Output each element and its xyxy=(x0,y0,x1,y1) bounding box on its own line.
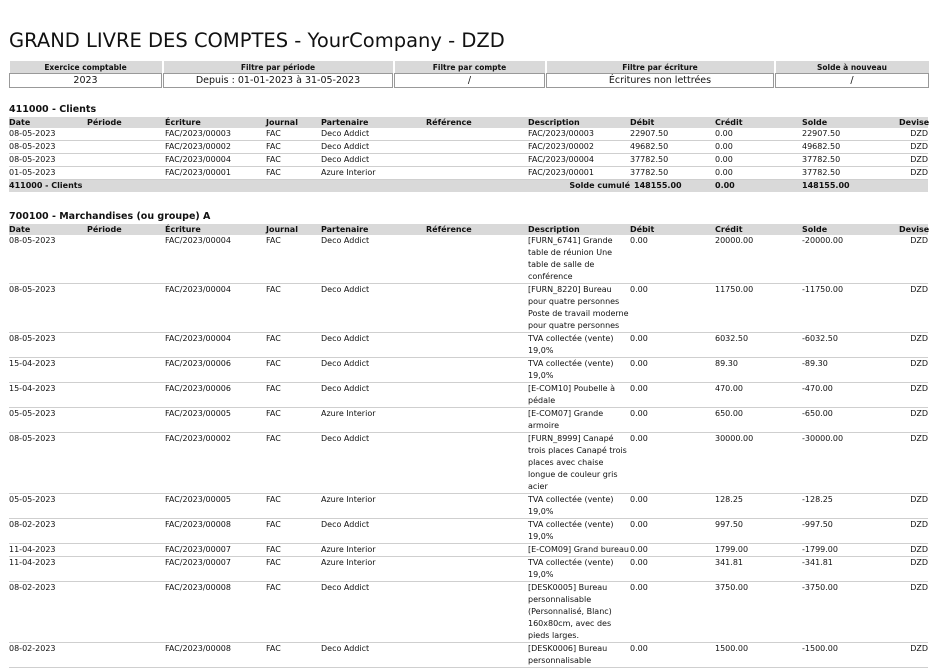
cell-period xyxy=(87,333,165,358)
cell-partner: Deco Addict xyxy=(321,141,426,154)
table-row xyxy=(9,154,928,167)
cell-currency: DZD xyxy=(899,557,928,582)
cell-entry: FAC/2023/00001 xyxy=(165,167,266,180)
cell-desc: [E-COM09] Grand bureau xyxy=(528,544,630,557)
cell-partner: Deco Addict xyxy=(321,582,426,643)
cell-currency: DZD xyxy=(899,167,928,180)
cell-debit: 0.00 xyxy=(630,284,715,333)
column-header-debit: Débit xyxy=(630,117,715,128)
cell-journal: FAC xyxy=(266,284,321,333)
cell-balance: -128.25 xyxy=(802,494,899,519)
table-row xyxy=(9,494,928,519)
cell-credit: 0.00 xyxy=(715,167,802,180)
cell-entry: FAC/2023/00004 xyxy=(165,235,266,284)
cell-entry: FAC/2023/00006 xyxy=(165,358,266,383)
cell-journal: FAC xyxy=(266,433,321,494)
cell-desc: [DESK0006] Bureau personnalisable xyxy=(528,643,630,668)
column-header-currency: Devise xyxy=(899,225,930,234)
table-row xyxy=(9,235,928,284)
cell-period xyxy=(87,167,165,180)
cell-desc: TVA collectée (vente) 19,0% xyxy=(528,519,630,544)
cell-currency: DZD xyxy=(899,358,928,383)
cell-journal: FAC xyxy=(266,167,321,180)
cell-credit: 6032.50 xyxy=(715,333,802,358)
cell-credit: 11750.00 xyxy=(715,284,802,333)
cell-credit: 470.00 xyxy=(715,383,802,408)
cell-currency: DZD xyxy=(899,154,928,167)
cell-desc: [E-COM07] Grande armoire xyxy=(528,408,630,433)
column-header-desc: Description xyxy=(528,117,630,128)
cell-partner: Deco Addict xyxy=(321,128,426,141)
cell-partner: Azure Interior xyxy=(321,557,426,582)
cell-partner: Azure Interior xyxy=(321,408,426,433)
column-header-date: Date xyxy=(9,224,87,235)
cell-ref xyxy=(426,557,528,582)
filter-value-fiscal-year: 2023 xyxy=(10,74,162,88)
cell-desc: TVA collectée (vente) 19,0% xyxy=(528,358,630,383)
total-balance: 148155.00 xyxy=(802,180,899,193)
cell-balance: -11750.00 xyxy=(802,284,899,333)
table-row xyxy=(9,284,928,333)
cell-currency: DZD xyxy=(899,235,928,284)
table-row xyxy=(9,557,928,582)
cell-debit: 0.00 xyxy=(630,544,715,557)
total-debit: 148155.00 xyxy=(630,180,715,193)
cell-debit: 0.00 xyxy=(630,557,715,582)
filter-value-entry: Écritures non lettrées xyxy=(547,74,774,88)
cell-date: 08-05-2023 xyxy=(9,128,87,141)
cell-balance: -470.00 xyxy=(802,383,899,408)
table-row xyxy=(9,141,928,154)
cell-balance: -341.81 xyxy=(802,557,899,582)
cell-ref xyxy=(426,167,528,180)
cell-desc: [DESK0005] Bureau personnalisable (Personnalisé, Blanc) 160x80cm, avec des pieds larges. xyxy=(528,582,630,643)
cell-desc: FAC/2023/00001 xyxy=(528,167,630,180)
cell-debit: 0.00 xyxy=(630,408,715,433)
filter-value-opening-balance: / xyxy=(776,74,929,88)
cell-debit: 0.00 xyxy=(630,519,715,544)
cell-currency: DZD xyxy=(899,519,928,544)
filter-value-account: / xyxy=(395,74,545,88)
cell-date: 08-05-2023 xyxy=(9,235,87,284)
cell-partner: Deco Addict xyxy=(321,643,426,668)
cell-debit: 0.00 xyxy=(630,494,715,519)
column-header-partner: Partenaire xyxy=(321,224,426,235)
total-row xyxy=(9,180,928,193)
cell-balance: 37782.50 xyxy=(802,167,899,180)
cell-debit: 49682.50 xyxy=(630,141,715,154)
cell-partner: Deco Addict xyxy=(321,333,426,358)
cell-partner: Deco Addict xyxy=(321,433,426,494)
cell-period xyxy=(87,383,165,408)
column-header-currency: Devise xyxy=(899,118,930,127)
cell-date: 15-04-2023 xyxy=(9,358,87,383)
cell-desc: [FURN_6741] Grande table de réunion Une table de salle de conférence xyxy=(528,235,630,284)
cell-currency: DZD xyxy=(899,433,928,494)
cell-balance: -1500.00 xyxy=(802,643,899,668)
cell-credit: 20000.00 xyxy=(715,235,802,284)
cell-journal: FAC xyxy=(266,383,321,408)
cell-entry: FAC/2023/00003 xyxy=(165,128,266,141)
cell-period xyxy=(87,408,165,433)
cell-desc: FAC/2023/00003 xyxy=(528,128,630,141)
section-title: 411000 - Clients xyxy=(9,104,97,115)
column-header-period: Période xyxy=(87,224,165,235)
column-header-credit: Crédit xyxy=(715,224,802,235)
cell-period xyxy=(87,235,165,284)
total-label: 411000 - Clients xyxy=(9,180,528,193)
cell-entry: FAC/2023/00007 xyxy=(165,557,266,582)
cell-ref xyxy=(426,643,528,668)
cell-period xyxy=(87,128,165,141)
cell-ref xyxy=(426,544,528,557)
cell-date: 08-05-2023 xyxy=(9,284,87,333)
cell-date: 15-04-2023 xyxy=(9,383,87,408)
cell-journal: FAC xyxy=(266,494,321,519)
cell-journal: FAC xyxy=(266,141,321,154)
table-row xyxy=(9,358,928,383)
cell-entry: FAC/2023/00005 xyxy=(165,408,266,433)
report-title: GRAND LIVRE DES COMPTES - YourCompany - DZD xyxy=(9,29,505,52)
cell-journal: FAC xyxy=(266,582,321,643)
cell-period xyxy=(87,433,165,494)
column-header-date: Date xyxy=(9,117,87,128)
cell-desc: [FURN_8220] Bureau pour quatre personnes Poste de travail moderne pour quatre personnes xyxy=(528,284,630,333)
cell-entry: FAC/2023/00004 xyxy=(165,284,266,333)
cell-date: 08-02-2023 xyxy=(9,643,87,668)
table-row xyxy=(9,167,928,180)
cell-balance: -89.30 xyxy=(802,358,899,383)
column-header-debit: Débit xyxy=(630,224,715,235)
cell-period xyxy=(87,519,165,544)
cell-credit: 341.81 xyxy=(715,557,802,582)
cell-ref xyxy=(426,284,528,333)
cell-ref xyxy=(426,141,528,154)
cell-ref xyxy=(426,358,528,383)
table-row xyxy=(9,433,928,494)
cell-ref xyxy=(426,333,528,358)
column-header-ref: Référence xyxy=(426,117,528,128)
filter-header-entry: Filtre par écriture xyxy=(547,61,774,74)
cell-currency: DZD xyxy=(899,333,928,358)
cell-debit: 0.00 xyxy=(630,433,715,494)
cell-credit: 1799.00 xyxy=(715,544,802,557)
cell-entry: FAC/2023/00004 xyxy=(165,154,266,167)
table-row xyxy=(9,408,928,433)
filter-header-opening-balance: Solde à nouveau xyxy=(776,61,929,74)
cell-currency: DZD xyxy=(899,284,928,333)
table-header-row xyxy=(9,117,928,128)
cell-desc: [FURN_8999] Canapé trois places Canapé trois places avec chaise longue de couleur gris acier xyxy=(528,433,630,494)
total-cumul-label: Solde cumulé xyxy=(528,180,630,193)
cell-debit: 0.00 xyxy=(630,358,715,383)
filter-header-fiscal-year: Exercice comptable xyxy=(10,61,162,74)
filter-header-period: Filtre par période xyxy=(164,61,393,74)
column-header-balance: Solde xyxy=(802,117,899,128)
total-empty xyxy=(899,180,928,193)
cell-desc: TVA collectée (vente) 19,0% xyxy=(528,494,630,519)
cell-debit: 37782.50 xyxy=(630,167,715,180)
cell-balance: 22907.50 xyxy=(802,128,899,141)
cell-balance: -997.50 xyxy=(802,519,899,544)
table-row xyxy=(9,383,928,408)
cell-partner: Azure Interior xyxy=(321,494,426,519)
cell-date: 05-05-2023 xyxy=(9,408,87,433)
cell-ref xyxy=(426,154,528,167)
cell-entry: FAC/2023/00002 xyxy=(165,433,266,494)
cell-credit: 128.25 xyxy=(715,494,802,519)
cell-date: 05-05-2023 xyxy=(9,494,87,519)
cell-balance: -3750.00 xyxy=(802,582,899,643)
cell-debit: 0.00 xyxy=(630,643,715,668)
cell-debit: 37782.50 xyxy=(630,154,715,167)
cell-journal: FAC xyxy=(266,154,321,167)
cell-journal: FAC xyxy=(266,333,321,358)
cell-journal: FAC xyxy=(266,557,321,582)
column-header-credit: Crédit xyxy=(715,117,802,128)
cell-currency: DZD xyxy=(899,128,928,141)
cell-entry: FAC/2023/00002 xyxy=(165,141,266,154)
cell-date: 08-05-2023 xyxy=(9,141,87,154)
cell-entry: FAC/2023/00005 xyxy=(165,494,266,519)
ledger-table xyxy=(9,117,928,192)
cell-period xyxy=(87,544,165,557)
cell-credit: 997.50 xyxy=(715,519,802,544)
cell-partner: Azure Interior xyxy=(321,167,426,180)
cell-credit: 89.30 xyxy=(715,358,802,383)
table-row xyxy=(9,128,928,141)
cell-partner: Deco Addict xyxy=(321,383,426,408)
cell-balance: 49682.50 xyxy=(802,141,899,154)
cell-period xyxy=(87,284,165,333)
cell-entry: FAC/2023/00004 xyxy=(165,333,266,358)
cell-debit: 22907.50 xyxy=(630,128,715,141)
cell-entry: FAC/2023/00006 xyxy=(165,383,266,408)
table-row xyxy=(9,582,928,643)
column-header-entry: Écriture xyxy=(165,117,266,128)
cell-journal: FAC xyxy=(266,128,321,141)
cell-period xyxy=(87,582,165,643)
cell-credit: 0.00 xyxy=(715,128,802,141)
cell-ref xyxy=(426,433,528,494)
cell-journal: FAC xyxy=(266,544,321,557)
total-credit: 0.00 xyxy=(715,180,802,193)
column-header-balance: Solde xyxy=(802,224,899,235)
cell-ref xyxy=(426,494,528,519)
cell-date: 08-05-2023 xyxy=(9,333,87,358)
cell-desc: FAC/2023/00002 xyxy=(528,141,630,154)
cell-journal: FAC xyxy=(266,519,321,544)
cell-currency: DZD xyxy=(899,408,928,433)
cell-currency: DZD xyxy=(899,383,928,408)
cell-period xyxy=(87,141,165,154)
cell-journal: FAC xyxy=(266,408,321,433)
cell-date: 11-04-2023 xyxy=(9,557,87,582)
cell-debit: 0.00 xyxy=(630,383,715,408)
cell-balance: -30000.00 xyxy=(802,433,899,494)
cell-balance: 37782.50 xyxy=(802,154,899,167)
cell-period xyxy=(87,154,165,167)
cell-period xyxy=(87,358,165,383)
table-row xyxy=(9,333,928,358)
column-header-journal: Journal xyxy=(266,224,321,235)
section-title: 700100 - Marchandises (ou groupe) A xyxy=(9,211,211,222)
cell-partner: Deco Addict xyxy=(321,154,426,167)
filter-header-account: Filtre par compte xyxy=(395,61,545,74)
cell-balance: -6032.50 xyxy=(802,333,899,358)
cell-ref xyxy=(426,582,528,643)
cell-partner: Deco Addict xyxy=(321,358,426,383)
column-header-ref: Référence xyxy=(426,224,528,235)
table-row xyxy=(9,519,928,544)
column-header-period: Période xyxy=(87,117,165,128)
cell-journal: FAC xyxy=(266,358,321,383)
cell-entry: FAC/2023/00007 xyxy=(165,544,266,557)
column-header-journal: Journal xyxy=(266,117,321,128)
cell-entry: FAC/2023/00008 xyxy=(165,582,266,643)
cell-balance: -1799.00 xyxy=(802,544,899,557)
cell-currency: DZD xyxy=(899,582,928,643)
table-header-row xyxy=(9,224,928,235)
cell-journal: FAC xyxy=(266,235,321,284)
cell-credit: 1500.00 xyxy=(715,643,802,668)
table-row xyxy=(9,544,928,557)
cell-partner: Azure Interior xyxy=(321,544,426,557)
cell-debit: 0.00 xyxy=(630,235,715,284)
cell-credit: 0.00 xyxy=(715,154,802,167)
cell-entry: FAC/2023/00008 xyxy=(165,643,266,668)
cell-partner: Deco Addict xyxy=(321,284,426,333)
cell-credit: 3750.00 xyxy=(715,582,802,643)
cell-date: 01-05-2023 xyxy=(9,167,87,180)
cell-currency: DZD xyxy=(899,544,928,557)
cell-credit: 30000.00 xyxy=(715,433,802,494)
cell-date: 08-05-2023 xyxy=(9,433,87,494)
cell-journal: FAC xyxy=(266,643,321,668)
column-header-partner: Partenaire xyxy=(321,117,426,128)
cell-ref xyxy=(426,128,528,141)
ledger-table xyxy=(9,224,928,668)
cell-desc: TVA collectée (vente) 19,0% xyxy=(528,557,630,582)
cell-date: 08-05-2023 xyxy=(9,154,87,167)
cell-currency: DZD xyxy=(899,494,928,519)
table-row xyxy=(9,643,928,668)
cell-debit: 0.00 xyxy=(630,582,715,643)
cell-period xyxy=(87,557,165,582)
cell-currency: DZD xyxy=(899,141,928,154)
cell-date: 08-02-2023 xyxy=(9,519,87,544)
cell-currency: DZD xyxy=(899,643,928,668)
cell-ref xyxy=(426,408,528,433)
column-header-entry: Écriture xyxy=(165,224,266,235)
cell-date: 08-02-2023 xyxy=(9,582,87,643)
cell-partner: Deco Addict xyxy=(321,519,426,544)
column-header-desc: Description xyxy=(528,224,630,235)
cell-balance: -20000.00 xyxy=(802,235,899,284)
cell-entry: FAC/2023/00008 xyxy=(165,519,266,544)
cell-ref xyxy=(426,235,528,284)
cell-ref xyxy=(426,383,528,408)
filter-value-period: Depuis : 01-01-2023 à 31-05-2023 xyxy=(164,74,393,88)
cell-desc: [E-COM10] Poubelle à pédale xyxy=(528,383,630,408)
cell-credit: 650.00 xyxy=(715,408,802,433)
cell-desc: FAC/2023/00004 xyxy=(528,154,630,167)
cell-period xyxy=(87,494,165,519)
cell-ref xyxy=(426,519,528,544)
cell-date: 11-04-2023 xyxy=(9,544,87,557)
cell-credit: 0.00 xyxy=(715,141,802,154)
cell-desc: TVA collectée (vente) 19,0% xyxy=(528,333,630,358)
cell-partner: Deco Addict xyxy=(321,235,426,284)
filters-table xyxy=(9,61,929,88)
cell-period xyxy=(87,643,165,668)
cell-debit: 0.00 xyxy=(630,333,715,358)
cell-balance: -650.00 xyxy=(802,408,899,433)
